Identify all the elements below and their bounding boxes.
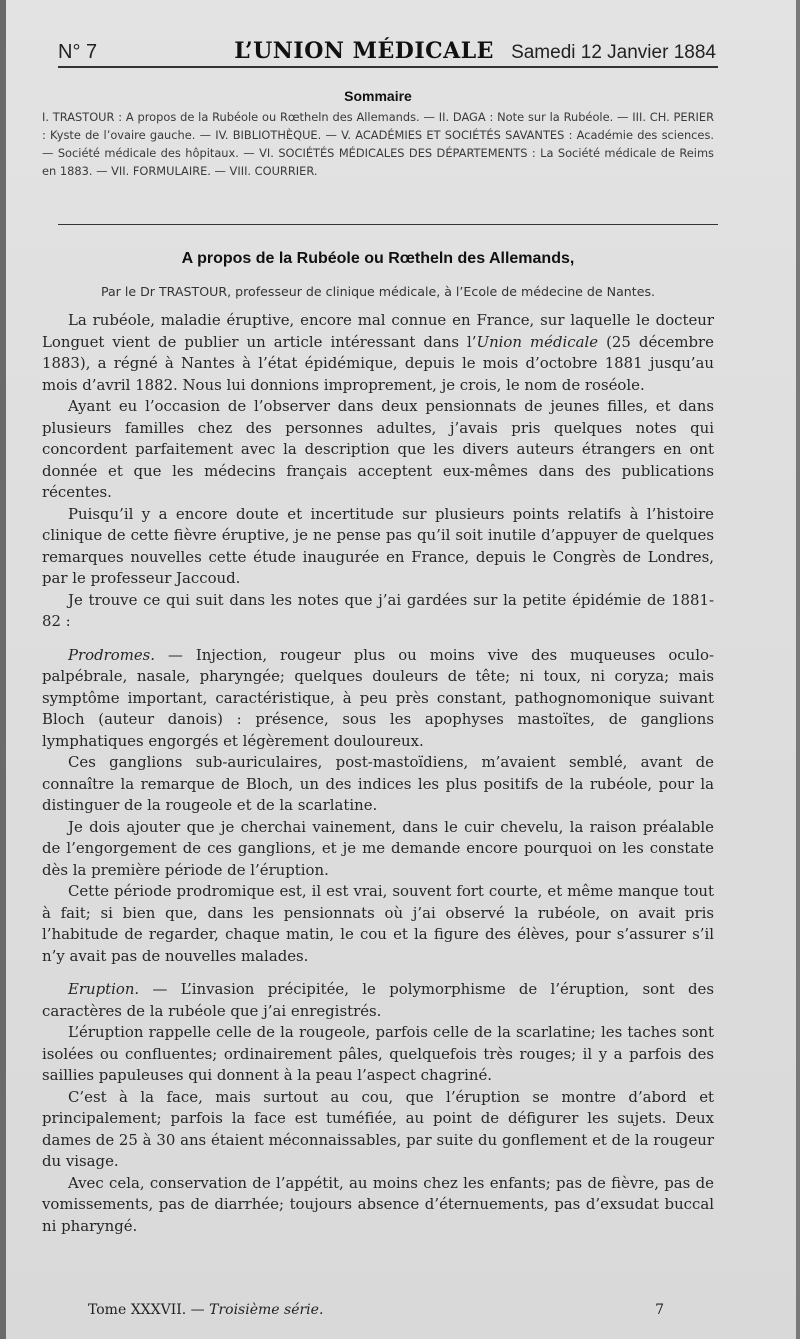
paragraph-11: C’est à la face, mais surtout au cou, que l’éruption se montre d’abord et principalement; parfois la face est tuméfiée, au point de défigurer les sujets. Deux dames de 25 à 30 ans étaient méconnaissables, par suite du gonflement et de la rougeur du visage.	[42, 1087, 714, 1170]
page-header	[58, 24, 716, 64]
section-gap	[42, 967, 714, 979]
paragraph-eruption-text: — L’invasion précipitée, le polymorphisme de l’éruption, sont des caractères de la rubéole que j’ai enregistrés.	[42, 980, 714, 1020]
issue-date: Samedi 12 Janvier 1884	[511, 42, 716, 63]
paragraph-prodromes-text: — Injection, rougeur plus ou moins vive des muqueuses oculo-palpébrale, nasale, pharyngée; quelques douleurs de tête; ni toux, ni coryza; mais symptôme important, caractéristique, à peu près constant, pathognomonique suivant Bloch (auteur danois) : présence, sous les apophyses mastoïtes, de ganglions lymphatiques engorgés et légèrement douloureux.	[42, 645, 714, 750]
paragraph-4: Je trouve ce qui suit dans les notes que j’ai gardées sur la petite épidémie de 1881-82 :	[42, 590, 714, 630]
footer-tome: Tome XXXVII. —	[88, 1302, 205, 1318]
summary-section	[42, 88, 714, 180]
section-label-prodromes: Prodromes.	[68, 645, 156, 664]
paragraph-prodromes	[42, 645, 714, 753]
paragraph-2: Ayant eu l’occasion de l’observer dans deux pensionnats de jeunes filles, et dans plusieurs familles chez des personnes adultes, j’avais pris quelques notes qui concordent parfaitement avec la description que les divers auteurs étrangers en ont donnée et que les médecins français acceptent eux-mêmes dans des publications récentes.	[42, 397, 714, 501]
paragraph-1-text-a: La rubéole, maladie éruptive, encore mal connue en France, sur laquelle le docteur Longuet vient de publier un article intéressant dans l’	[42, 311, 714, 351]
page-number: 7	[655, 1302, 664, 1318]
page-footer	[88, 1302, 664, 1318]
summary-rule	[58, 224, 718, 225]
paragraph-eruption	[42, 979, 714, 1022]
header-rule	[58, 66, 718, 68]
issue-number: N° 7	[58, 41, 98, 63]
paragraph-7: Je dois ajouter que je cherchai vainement, dans le cuir chevelu, la raison préalable de l’engorgement de ces ganglions, et je me demande encore pourquoi on les constate dès la première période de l’éruption.	[42, 817, 714, 879]
article	[42, 250, 714, 1237]
summary-body: I. TRASTOUR : A propos de la Rubéole ou Rœtheln des Allemands. — II. DAGA : Note sur la Rubéole. — III. CH. PERIER : Kyste de l’ovaire gauche. — IV. BIBLIOTHÈQUE. — V. ACADÉMIES ET SOCIÉTÉS SAVANTES : Académie des sciences. — Société médicale des hôpitaux. — VI. SOCIÉTÉS MÉDICALES DES DÉPARTEMENTS : La Société médicale de Reims en 1883. — VII. FORMULAIRE. — VIII. COURRIER.	[42, 110, 714, 178]
summary-title: Sommaire	[344, 88, 412, 104]
paragraph-3: Puisqu’il y a encore doute et incertitude sur plusieurs points relatifs à l’histoire clinique de cette fièvre éruptive, je ne pense pas qu’il soit inutile d’appuyer de quelques remarques nouvelles cette étude inaugurée en France, depuis le Congrès de Londres, par le professeur Jaccoud.	[42, 504, 714, 587]
paragraph-1-text-b: (25 décembre 1883), a régné à Nantes à l’état épidémique, depuis le mois d’octobre 1881 jusqu’au mois d’avril 1882. Nous lui donnions improprement, je crois, le nom de roséole.	[42, 332, 714, 394]
paragraph-10: L’éruption rappelle celle de la rougeole, parfois celle de la scarlatine; les taches sont isolées ou confluentes; ordinairement pâles, quelquefois très rouges; il y a parfois des saillies papuleuses qui donnent à la peau l’aspect chagriné.	[42, 1023, 714, 1084]
section-label-eruption: Eruption.	[68, 980, 140, 998]
paragraph-6: Ces ganglions sub-auriculaires, post-mastoïdiens, m’avaient semblé, avant de connaître la remarque de Bloch, un des indices les plus positifs de la rubéole, pour la distinguer de la rougeole et de la scarlatine.	[42, 753, 714, 814]
journal-title: L’UNION MÉDICALE	[234, 38, 494, 64]
paragraph-1	[42, 310, 714, 396]
section-gap	[42, 633, 714, 645]
article-byline: Par le Dr TRASTOUR, professeur de clinique médicale, à l’Ecole de médecine de Nantes.	[100, 284, 656, 299]
paragraph-12: Avec cela, conservation de l’appétit, au moins chez les enfants; pas de fièvre, pas de vomissements, pas de diarrhée; toujours absence d’éternuements, pas d’exsudat buccal ni pharyngé.	[42, 1173, 714, 1235]
footer-volume	[88, 1302, 323, 1318]
journal-name-emphasis: Union médicale	[476, 332, 599, 351]
paragraph-8: Cette période prodromique est, il est vrai, souvent fort courte, et même manque tout à fait; si bien que, dans les pensionnats où j’ai observé la rubéole, on avait pris l’habitude de regarder, chaque matin, le cou et la figure des élèves, pour s’assurer s’il n’y avait pas de nouvelles malades.	[42, 882, 714, 965]
article-title: A propos de la Rubéole ou Rœtheln des Allemands,	[181, 250, 575, 267]
footer-series: Troisième série.	[209, 1302, 324, 1318]
